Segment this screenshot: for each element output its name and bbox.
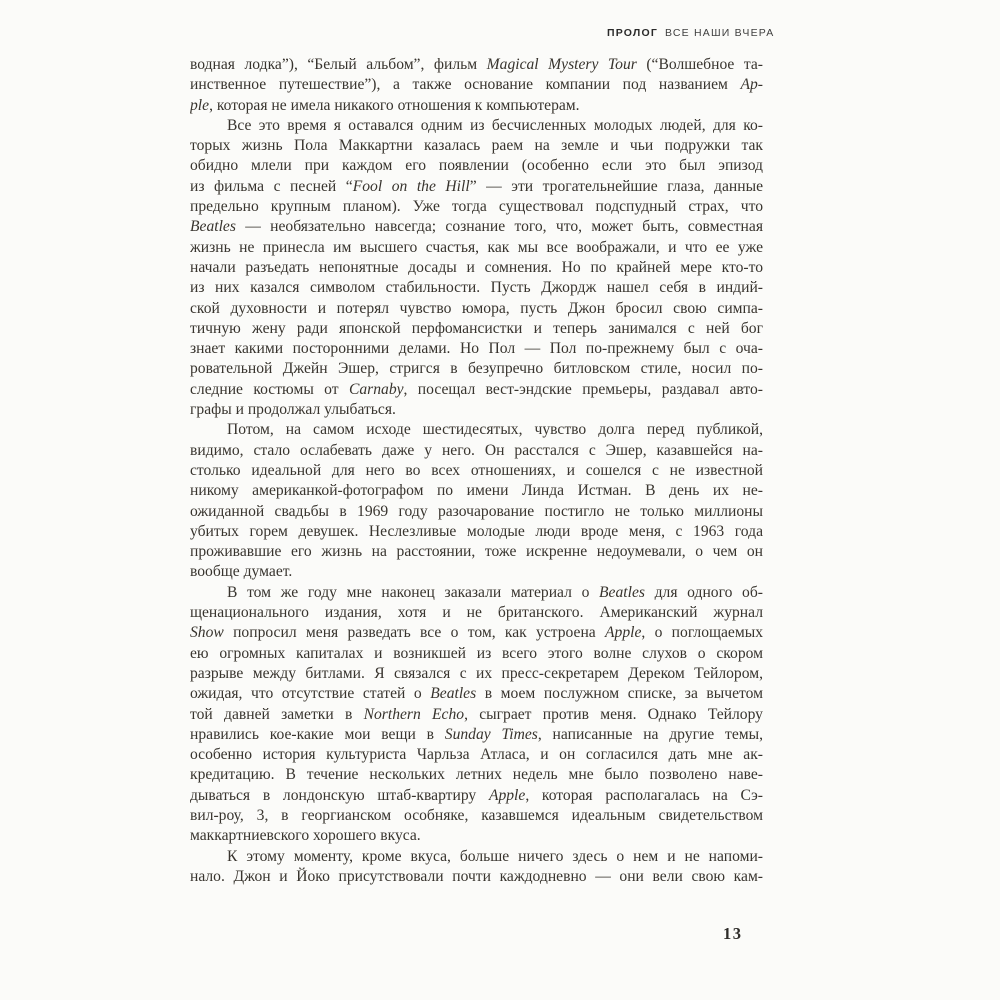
text-segment: , сыграет против меня. Однако Тейлору [464,705,763,723]
italic-text: ple [190,96,210,114]
text-line [190,806,763,826]
text-line [190,156,763,176]
text-segment: тичную жену ради японской перфомансистки и теперь занимался с ней бог [190,319,763,337]
header-section-label: ПРОЛОГ [607,27,659,39]
text-segment: дываться в лондонскую штаб-квартиру [190,786,489,804]
text-segment: нравились кое-какие мои вещи в [190,725,445,743]
text-segment: Все это время я оставался одним из бесчисленных молодых людей, для ко- [227,116,763,134]
text-segment: нало. Джон и Йоко присутствовали почти каждодневно — они вели свою кам- [190,867,763,885]
italic-text: Fool on the Hill [352,177,470,195]
paragraph [190,420,763,582]
text-line [190,116,763,136]
text-segment: убитых горем девушек. Неслезливые молодые люди вроде меня, с 1963 года [190,522,763,540]
page-number: 13 [723,924,743,943]
text-segment: (“Волшебное та- [636,56,763,73]
text-line [190,481,763,501]
text-segment: ровательной Джейн Эшер, стригся в безупречно битловском стиле, носил по- [190,360,763,378]
text-segment: ожиданной свадьбы в 1969 году разочарование постигло не только миллионы [190,502,763,520]
italic-text: Beatles [430,685,477,703]
text-segment: инственное путешествие”), а также основание компании под названием [190,76,741,94]
italic-text: Carnaby [348,380,404,398]
text-line [190,522,763,542]
text-line [190,664,763,684]
text-segment: щенационального издания, хотя и не британского. Американский журнал [190,604,763,622]
text-line [190,380,763,400]
header-chapter-title: ВСЕ НАШИ ВЧЕРА [665,27,775,39]
text-line [190,562,763,582]
text-segment: предельно крупным планом). Уже тогда существовал подспудный страх, что [190,198,763,216]
text-segment: Потом, на самом исходе шестидесятых, чувство долга перед публикой, [227,421,763,439]
text-line [190,786,763,806]
text-segment: ” — эти трогательнейшие глаза, данные [469,177,763,195]
text-segment: обидно млели при каждом его появлении (особенно если это был эпизод [190,157,763,175]
paragraph [190,116,763,420]
text-segment: следние костюмы от [190,380,349,398]
text-segment: той давней заметки в [190,705,364,723]
italic-text: Northern Echo [363,705,465,723]
text-line [190,725,763,745]
text-segment: графы и продолжал улыбаться. [190,401,396,419]
text-segment: маккартниевского хорошего вкуса. [190,827,421,845]
text-segment: ожидая, что отсутствие статей о [190,685,431,703]
text-segment: , написанные на другие темы, [537,725,763,743]
text-line [190,96,763,116]
text-segment: из фильма с песней “ [190,177,353,195]
text-segment: водная лодка”), “Белый альбом”, фильм [190,56,487,73]
italic-text: Apple [605,624,642,642]
text-line [190,197,763,217]
paragraph [190,583,763,847]
paragraph [190,55,763,116]
italic-text: Sunday Times [444,725,538,743]
text-segment: вообще думает. [190,563,293,581]
text-segment: кредитацию. В течение нескольких летних недель мне было позволено наве- [190,766,763,784]
text-line [190,75,763,95]
text-segment: , о поглощаемых [641,624,763,642]
text-line [190,339,763,359]
text-line [190,217,763,237]
text-line [190,238,763,258]
text-segment: , которая располагалась на Сэ- [525,786,763,804]
text-segment: , посещал вест-эндские премьеры, раздавал авто- [403,380,763,398]
text-line [190,441,763,461]
text-segment: особенно история культуриста Чарльза Атласа, и он согласился дать мне ак- [190,746,763,764]
text-line [190,765,763,785]
text-line [190,583,763,603]
text-segment: жизнь не принесла им высшего счастья, как мы все воображали, и что ее уже [190,238,763,256]
text-segment: из них казался символом стабильности. Пусть Джордж нашел себя в индий- [190,279,763,297]
text-line [190,644,763,664]
text-segment: К этому моменту, кроме вкуса, больше ничего здесь о нем и не напоми- [227,847,763,865]
text-line [190,359,763,379]
text-segment: попросил меня разведать все о том, как устроена [223,624,606,642]
text-line [190,502,763,522]
italic-text: Apple [488,786,526,804]
text-line [190,299,763,319]
text-line [190,319,763,339]
text-segment: вил-роу, 3, в георгианском особняке, казавшемся идеальным свидетельством [190,806,763,824]
text-segment: , которая не имела никакого отношения к компьютерам. [209,96,580,114]
text-line [190,745,763,765]
running-header [607,27,775,39]
text-line [190,603,763,623]
text-line [190,177,763,197]
text-line [190,136,763,156]
italic-text: Beatles [190,218,236,236]
italic-text: Ap- [740,76,763,94]
text-segment: для одного об- [644,583,763,601]
text-line [190,400,763,420]
text-line [190,461,763,481]
text-line [190,684,763,704]
italic-text: Magical Mystery Tour [486,56,637,73]
text-line [190,623,763,643]
text-line [190,705,763,725]
text-line [190,420,763,440]
text-line [190,542,763,562]
text-segment: никому американкой-фотографом по имени Линда Истман. В день их не- [190,482,763,500]
text-segment: ской духовности и потерял чувство юмора, пусть Джон бросил свою симпа- [190,299,763,317]
text-segment: начали разъедать непонятные досады и сомнения. Но по крайней мере кто-то [190,258,763,276]
paragraph [190,847,763,888]
text-line [190,847,763,867]
text-segment: разрыве между битлами. Я связался с их пресс-секретарем Дереком Тейлором, [190,664,763,682]
text-segment: торых жизнь Пола Маккартни казалась раем на земле и чьи подружки так [190,137,763,155]
text-segment: столько идеальной для него во всех отношениях, и сошелся с не известной [190,461,763,479]
page-body [190,55,763,887]
text-segment: знает какими посторонними делами. Но Пол — Пол по-прежнему был с оча- [190,340,763,358]
text-segment: видимо, стало ослабевать даже у него. Он расстался с Эшер, казавшейся на- [190,441,763,459]
text-line [190,278,763,298]
text-segment: В том же году мне наконец заказали материал о [227,583,600,601]
text-line [190,258,763,278]
text-segment: в моем послужном списке, за вычетом [476,685,763,703]
text-segment: ею огромных капиталах и возникшей из всего этого волне слухов о скором [190,644,763,662]
text-segment: — необязательно навсегда; сознание того, что, может быть, совместная [235,218,763,236]
text-line [190,867,763,887]
italic-text: Show [190,624,224,642]
text-line [190,826,763,846]
italic-text: Beatles [599,583,645,601]
text-segment: проживавшие его жизнь на расстоянии, тоже искренне недоумевали, о чем он [190,543,763,561]
text-line [190,55,763,75]
